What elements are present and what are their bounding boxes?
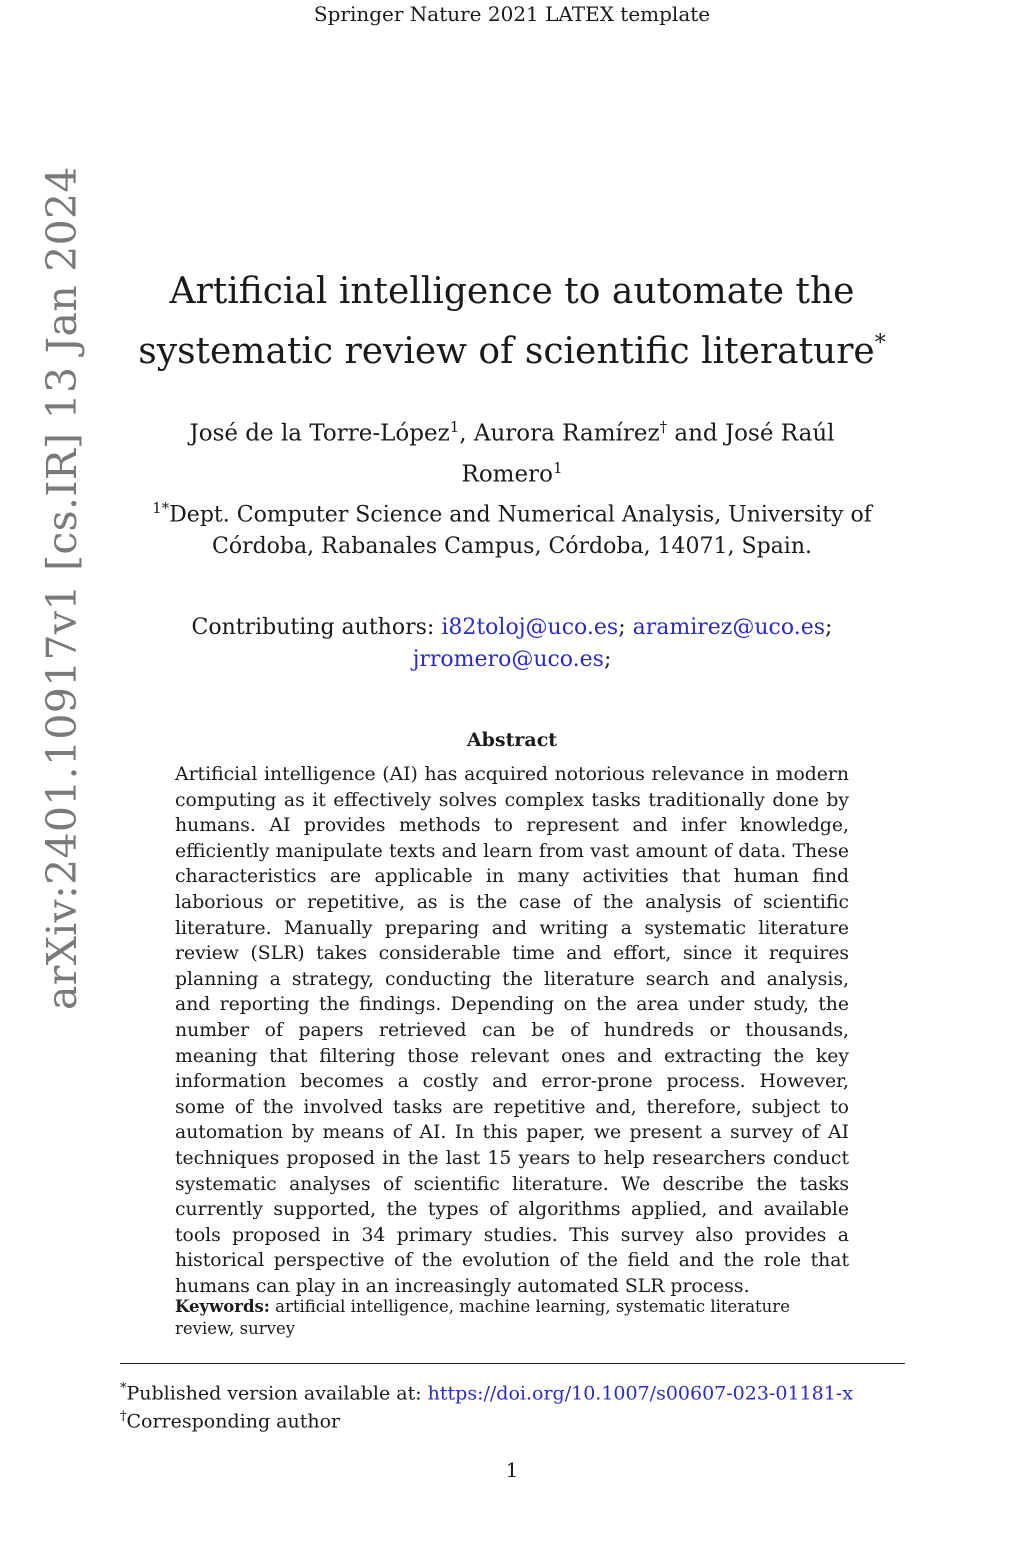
keywords-text: artificial intelligence, machine learning, systematic literature review, survey (175, 1297, 790, 1338)
corresponding-author-mark: † (659, 418, 668, 436)
footnote-published-version (120, 1376, 904, 1406)
arxiv-identifier-stamp: arXiv:2401.10917v1 [cs.IR] 13 Jan 2024 (38, 166, 86, 1010)
author-separator: and José Raúl (667, 420, 835, 447)
paper-title (120, 266, 904, 378)
footnote-mark: * (120, 1381, 127, 1396)
footnote-text: Corresponding author (126, 1410, 341, 1433)
footnote-corresponding-author (120, 1404, 904, 1434)
affiliation-mark: 1* (152, 499, 170, 517)
contributing-authors (150, 612, 874, 676)
abstract-text: Artificial intelligence (AI) has acquired notorious relevance in modern computing as it effectively solves complex tasks traditionally done by humans. AI provides methods to represent and infer knowledge, efficiently manipulate texts and learn from vast amount of data. These characteristics are applicable in many activities that human find laborious or repetitive, as is the case of the analysis of scientific literature. Manually preparing and writing a systematic literature review (SLR) takes considerable time and effort, since it requires planning a strategy, conducting the literature search and analysis, and reporting the findings. Depending on the area under study, the number of papers retrieved can be of hundreds or thousands, meaning that filtering those relevant ones and extracting the key information becomes a costly and error-prone process. However, some of the involved tasks are repetitive and, therefore, subject to automation by means of AI. In this paper, we present a survey of AI techniques proposed in the last 15 years to help researchers conduct systematic analyses of scientific literature. We describe the tasks currently supported, the types of algorithms applied, and available tools proposed in 34 primary studies. This survey also provides a historical perspective of the evolution of the field and the role that humans can play in an increasingly automated SLR process. (175, 764, 849, 1297)
title-footnote-mark: * (874, 331, 886, 356)
email-separator: ; (618, 615, 626, 640)
footnote-rule (120, 1363, 905, 1364)
doi-link[interactable]: https://doi.org/10.1007/s00607-023-01181-x (427, 1382, 853, 1405)
email-separator: ; (825, 615, 833, 640)
affiliation-line-2: Córdoba, Rabanales Campus, Córdoba, 14071, Spain. (211, 534, 812, 560)
keywords-label: Keywords: (175, 1297, 270, 1316)
running-head: Springer Nature 2021 LATEX template (313, 2, 711, 26)
footnote-mark: † (120, 1409, 127, 1424)
author-name: Aurora Ramírez (473, 420, 660, 447)
email-link[interactable]: jrromero@uco.es (412, 647, 604, 672)
contributing-label: Contributing authors: (191, 615, 442, 640)
email-separator: ; (603, 647, 612, 672)
keywords (175, 1296, 849, 1340)
footnote-text: Published version available at: (126, 1382, 428, 1405)
title-line-1: Artificial intelligence to automate the (169, 271, 855, 312)
email-link[interactable]: i82toloj@uco.es (441, 615, 619, 640)
author-affiliation-mark: 1 (449, 418, 460, 436)
title-line-2: systematic review of scientific literature (138, 331, 875, 372)
author-name: Romero (461, 461, 553, 488)
author-separator: , (459, 420, 474, 447)
author-affiliation-mark: 1 (552, 458, 563, 477)
email-link[interactable]: aramirez@uco.es (632, 615, 826, 640)
abstract-heading: Abstract (466, 729, 558, 751)
affiliation-line-1: Dept. Computer Science and Numerical Analysis, University of (169, 502, 872, 528)
author-list (150, 410, 874, 491)
author-name: José de la Torre-López (189, 420, 450, 447)
affiliation (140, 492, 884, 563)
page-number: 1 (505, 1458, 519, 1482)
